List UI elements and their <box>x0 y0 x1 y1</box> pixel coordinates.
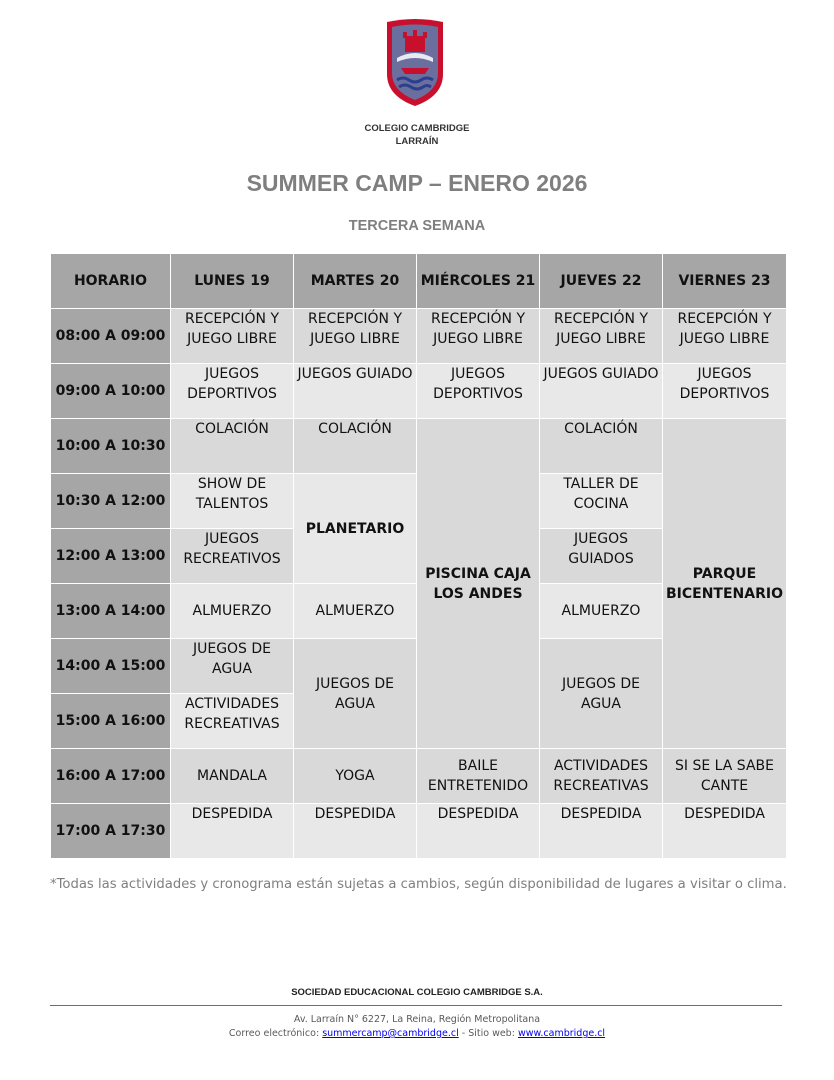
header-horario: HORARIO <box>51 254 171 309</box>
activity-cell: TALLER DE COCINA <box>540 474 663 529</box>
activity-cell: ALMUERZO <box>294 584 417 639</box>
time-slot: 10:00 A 10:30 <box>51 419 171 474</box>
time-slot: 15:00 A 16:00 <box>51 694 171 749</box>
activity-cell: RECEPCIÓN Y JUEGO LIBRE <box>417 309 540 364</box>
activity-cell: DESPEDIDA <box>663 804 787 859</box>
time-slot: 17:00 A 17:30 <box>51 804 171 859</box>
activity-cell: BAILE ENTRETENIDO <box>417 749 540 804</box>
activity-cell: JUEGOS DE AGUA <box>294 639 417 749</box>
activity-cell: RECEPCIÓN Y JUEGO LIBRE <box>540 309 663 364</box>
footer-address: Av. Larraín N° 6227, La Reina, Región Metropolitana <box>293 1014 541 1025</box>
header-friday: VIERNES 23 <box>663 254 787 309</box>
time-slot: 08:00 A 09:00 <box>51 309 171 364</box>
email-label: Correo electrónico: <box>228 1028 320 1039</box>
activity-cell: JUEGOS DE AGUA <box>171 639 294 694</box>
activity-cell: JUEGOS DEPORTIVOS <box>171 364 294 419</box>
activity-cell: COLACIÓN <box>171 419 294 474</box>
table-row <box>51 364 787 419</box>
activity-cell: ALMUERZO <box>540 584 663 639</box>
activity-cell: ACTIVIDADES RECREATIVAS <box>171 694 294 749</box>
activity-cell-excursion: PLANETARIO <box>294 474 417 584</box>
activity-cell: SI SE LA SABE CANTE <box>663 749 787 804</box>
activity-cell: MANDALA <box>171 749 294 804</box>
activity-cell: DESPEDIDA <box>294 804 417 859</box>
activity-cell: JUEGOS GUIADOS <box>540 529 663 584</box>
time-slot: 12:00 A 13:00 <box>51 529 171 584</box>
school-crest-logo <box>383 18 447 108</box>
footer-company: SOCIEDAD EDUCACIONAL COLEGIO CAMBRIDGE S.A. <box>291 987 543 998</box>
school-location: LARRAÍN <box>395 136 439 147</box>
header-wednesday: MIÉRCOLES 21 <box>417 254 540 309</box>
page-title: SUMMER CAMP – ENERO 2026 <box>246 170 588 196</box>
activity-cell: DESPEDIDA <box>417 804 540 859</box>
activity-cell: JUEGOS DEPORTIVOS <box>663 364 787 419</box>
table-row <box>51 419 787 474</box>
activity-cell: DESPEDIDA <box>171 804 294 859</box>
page-subtitle: TERCERA SEMANA <box>348 218 486 234</box>
activity-cell: SHOW DE TALENTOS <box>171 474 294 529</box>
activity-cell: JUEGOS DEPORTIVOS <box>417 364 540 419</box>
activity-cell: ACTIVIDADES RECREATIVAS <box>540 749 663 804</box>
time-slot: 16:00 A 17:00 <box>51 749 171 804</box>
time-slot: 14:00 A 15:00 <box>51 639 171 694</box>
activity-cell: DESPEDIDA <box>540 804 663 859</box>
email-link[interactable]: summercamp@cambridge.cl <box>322 1028 459 1039</box>
table-row <box>51 804 787 859</box>
footer-divider <box>50 1005 782 1006</box>
activity-cell: JUEGOS GUIADO <box>294 364 417 419</box>
school-name: COLEGIO CAMBRIDGE <box>364 123 470 134</box>
activity-cell: COLACIÓN <box>540 419 663 474</box>
header-monday: LUNES 19 <box>171 254 294 309</box>
activity-cell: YOGA <box>294 749 417 804</box>
table-row <box>51 309 787 364</box>
schedule-table <box>50 253 787 859</box>
activity-cell: RECEPCIÓN Y JUEGO LIBRE <box>171 309 294 364</box>
activity-cell: JUEGOS DE AGUA <box>540 639 663 749</box>
activity-cell: COLACIÓN <box>294 419 417 474</box>
table-header-row <box>51 254 787 309</box>
header-thursday: JUEVES 22 <box>540 254 663 309</box>
activity-cell: RECEPCIÓN Y JUEGO LIBRE <box>663 309 787 364</box>
time-slot: 09:00 A 10:00 <box>51 364 171 419</box>
web-label: - Sitio web: <box>461 1028 515 1039</box>
time-slot: 13:00 A 14:00 <box>51 584 171 639</box>
table-row <box>51 749 787 804</box>
activity-cell: JUEGOS GUIADO <box>540 364 663 419</box>
time-slot: 10:30 A 12:00 <box>51 474 171 529</box>
activity-cell: RECEPCIÓN Y JUEGO LIBRE <box>294 309 417 364</box>
disclaimer-note: *Todas las actividades y cronograma están sujetas a cambios, según disponibilidad de lugares a visitar o clima. <box>50 877 787 892</box>
website-link[interactable]: www.cambridge.cl <box>517 1028 606 1039</box>
activity-cell-excursion: PISCINA CAJA LOS ANDES <box>417 419 540 749</box>
header-tuesday: MARTES 20 <box>294 254 417 309</box>
footer-contact <box>0 1028 834 1039</box>
activity-cell: JUEGOS RECREATIVOS <box>171 529 294 584</box>
activity-cell: ALMUERZO <box>171 584 294 639</box>
activity-cell-excursion: PARQUE BICENTENARIO <box>663 419 787 749</box>
